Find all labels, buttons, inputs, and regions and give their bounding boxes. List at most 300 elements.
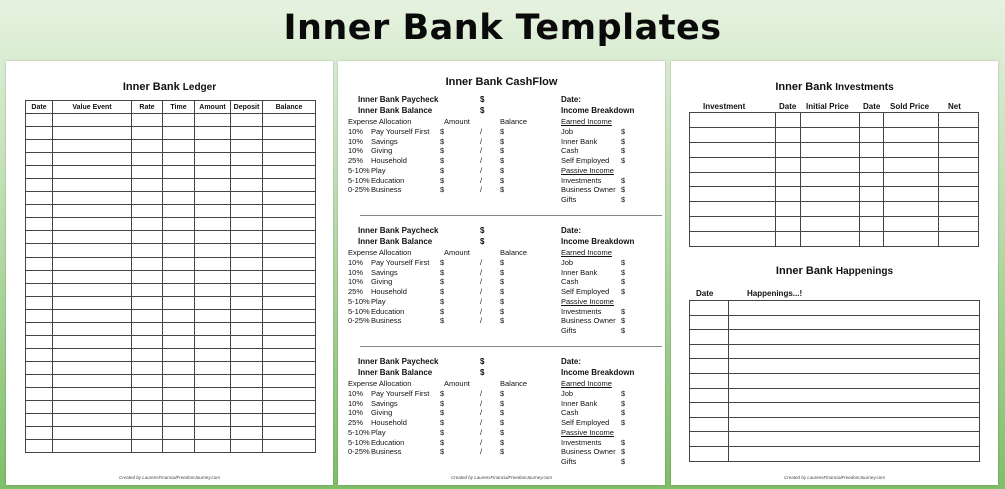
table-cell[interactable] <box>231 218 263 231</box>
table-cell[interactable] <box>163 205 195 218</box>
table-cell[interactable] <box>801 142 860 157</box>
table-cell[interactable] <box>163 401 195 414</box>
table-cell[interactable] <box>776 232 801 247</box>
table-cell[interactable] <box>53 166 132 179</box>
table-cell[interactable] <box>26 231 53 244</box>
expense-slash: / <box>480 316 483 326</box>
table-cell[interactable] <box>263 244 316 257</box>
table-cell[interactable] <box>729 388 980 403</box>
table-cell[interactable] <box>53 153 132 166</box>
table-cell[interactable] <box>53 322 132 335</box>
table-cell[interactable] <box>163 231 195 244</box>
table-cell[interactable] <box>231 231 263 244</box>
table-cell[interactable] <box>26 296 53 309</box>
table-cell[interactable] <box>860 172 884 187</box>
table-cell[interactable] <box>231 296 263 309</box>
table-cell[interactable] <box>884 217 939 232</box>
table-cell[interactable] <box>132 257 163 270</box>
table-cell[interactable] <box>263 270 316 283</box>
table-cell[interactable] <box>263 440 316 453</box>
table-cell[interactable] <box>195 166 231 179</box>
expense-amount: $ <box>440 156 445 166</box>
table-cell[interactable] <box>231 114 263 127</box>
table-cell[interactable] <box>26 361 53 374</box>
table-cell[interactable] <box>132 192 163 205</box>
table-cell[interactable] <box>26 387 53 400</box>
table-cell[interactable] <box>860 142 884 157</box>
expense-amount: $ <box>440 165 445 175</box>
table-cell[interactable] <box>884 113 939 128</box>
table-cell[interactable] <box>860 127 884 142</box>
table-cell[interactable] <box>132 231 163 244</box>
table-cell[interactable] <box>860 232 884 247</box>
table-cell[interactable] <box>690 388 729 403</box>
table-cell[interactable] <box>195 270 231 283</box>
table-cell[interactable] <box>263 127 316 140</box>
table-cell[interactable] <box>860 217 884 232</box>
table-cell[interactable] <box>132 127 163 140</box>
table-cell[interactable] <box>231 309 263 322</box>
table-cell[interactable] <box>195 414 231 427</box>
table-cell[interactable] <box>53 140 132 153</box>
table-cell[interactable] <box>231 270 263 283</box>
table-cell[interactable] <box>690 113 776 128</box>
table-cell[interactable] <box>163 427 195 440</box>
expense-slash: / <box>480 175 483 185</box>
table-cell[interactable] <box>132 414 163 427</box>
table-cell[interactable] <box>26 257 53 270</box>
table-cell[interactable] <box>801 157 860 172</box>
table-cell[interactable] <box>53 335 132 348</box>
table-cell[interactable] <box>163 309 195 322</box>
table-cell[interactable] <box>231 153 263 166</box>
table-cell[interactable] <box>263 192 316 205</box>
table-cell[interactable] <box>263 374 316 387</box>
table-cell[interactable] <box>26 270 53 283</box>
table-cell[interactable] <box>263 218 316 231</box>
table-cell[interactable] <box>163 361 195 374</box>
table-cell[interactable] <box>53 374 132 387</box>
expense-pct: 0-25% <box>348 316 370 326</box>
expense-name: Pay Yourself First <box>371 127 430 136</box>
table-cell[interactable] <box>690 344 729 359</box>
table-cell[interactable] <box>195 427 231 440</box>
table-cell[interactable] <box>132 440 163 453</box>
table-cell[interactable] <box>801 187 860 202</box>
table-cell[interactable] <box>263 114 316 127</box>
table-cell[interactable] <box>53 127 132 140</box>
table-cell[interactable] <box>690 359 729 374</box>
table-cell[interactable] <box>860 187 884 202</box>
table-cell[interactable] <box>53 401 132 414</box>
expense-name: Business <box>371 316 402 326</box>
table-cell[interactable] <box>231 257 263 270</box>
table-cell[interactable] <box>263 283 316 296</box>
investments-page <box>671 61 998 485</box>
table-cell[interactable] <box>163 374 195 387</box>
table-cell[interactable] <box>132 218 163 231</box>
table-cell[interactable] <box>163 244 195 257</box>
table-cell[interactable] <box>690 330 729 345</box>
table-cell[interactable] <box>263 348 316 361</box>
expense-balance: $ <box>500 287 505 297</box>
table-cell[interactable] <box>163 257 195 270</box>
table-cell[interactable] <box>939 202 979 217</box>
table-cell[interactable] <box>263 427 316 440</box>
table-cell[interactable] <box>132 179 163 192</box>
earned-item-amount: $ <box>621 287 626 297</box>
table-cell[interactable] <box>163 348 195 361</box>
table-cell[interactable] <box>263 153 316 166</box>
happenings-title-sub: Happenings <box>835 266 894 277</box>
table-cell[interactable] <box>163 283 195 296</box>
table-cell[interactable] <box>132 348 163 361</box>
table-cell[interactable] <box>729 417 980 432</box>
investments-col-header: Initial Price <box>806 102 849 111</box>
table-cell[interactable] <box>132 427 163 440</box>
expense-balance: $ <box>500 146 505 156</box>
table-cell[interactable] <box>163 335 195 348</box>
table-cell[interactable] <box>53 387 132 400</box>
table-cell[interactable] <box>939 127 979 142</box>
table-cell[interactable] <box>195 401 231 414</box>
table-cell[interactable] <box>801 172 860 187</box>
table-cell[interactable] <box>231 440 263 453</box>
table-cell[interactable] <box>195 348 231 361</box>
table-cell[interactable] <box>53 257 132 270</box>
happenings-row <box>690 432 980 447</box>
table-cell[interactable] <box>195 322 231 335</box>
table-cell[interactable] <box>26 205 53 218</box>
table-cell[interactable] <box>860 202 884 217</box>
expense-balance: $ <box>500 258 505 267</box>
table-cell[interactable] <box>884 232 939 247</box>
table-cell[interactable] <box>939 142 979 157</box>
table-cell[interactable] <box>26 322 53 335</box>
table-cell[interactable] <box>26 127 53 140</box>
table-cell[interactable] <box>26 244 53 257</box>
table-cell[interactable] <box>690 446 729 461</box>
table-cell[interactable] <box>884 127 939 142</box>
table-cell[interactable] <box>163 166 195 179</box>
table-cell[interactable] <box>884 202 939 217</box>
table-cell[interactable] <box>231 374 263 387</box>
table-cell[interactable] <box>163 296 195 309</box>
table-cell[interactable] <box>231 205 263 218</box>
ledger-row <box>26 374 316 387</box>
table-cell[interactable] <box>195 309 231 322</box>
expense-balance: $ <box>500 408 505 418</box>
table-cell[interactable] <box>231 335 263 348</box>
table-cell[interactable] <box>939 187 979 202</box>
table-cell[interactable] <box>263 257 316 270</box>
table-cell[interactable] <box>690 232 776 247</box>
table-cell[interactable] <box>690 217 776 232</box>
table-cell[interactable] <box>53 427 132 440</box>
table-cell[interactable] <box>729 301 980 316</box>
table-cell[interactable] <box>26 153 53 166</box>
table-cell[interactable] <box>776 113 801 128</box>
table-cell[interactable] <box>132 153 163 166</box>
table-cell[interactable] <box>163 270 195 283</box>
table-cell[interactable] <box>195 440 231 453</box>
table-cell[interactable] <box>729 403 980 418</box>
balance-dollar: $ <box>480 237 485 246</box>
table-cell[interactable] <box>26 427 53 440</box>
table-cell[interactable] <box>263 401 316 414</box>
table-cell[interactable] <box>26 166 53 179</box>
table-cell[interactable] <box>195 153 231 166</box>
table-cell[interactable] <box>53 179 132 192</box>
table-cell[interactable] <box>263 179 316 192</box>
table-cell[interactable] <box>132 296 163 309</box>
table-cell[interactable] <box>729 344 980 359</box>
table-cell[interactable] <box>690 142 776 157</box>
table-cell[interactable] <box>26 218 53 231</box>
table-cell[interactable] <box>195 257 231 270</box>
table-cell[interactable] <box>132 205 163 218</box>
table-cell[interactable] <box>132 244 163 257</box>
table-cell[interactable] <box>263 140 316 153</box>
table-cell[interactable] <box>776 217 801 232</box>
table-cell[interactable] <box>729 432 980 447</box>
table-cell[interactable] <box>729 359 980 374</box>
table-cell[interactable] <box>231 387 263 400</box>
table-cell[interactable] <box>195 231 231 244</box>
table-cell[interactable] <box>263 361 316 374</box>
table-cell[interactable] <box>53 414 132 427</box>
table-cell[interactable] <box>776 202 801 217</box>
table-cell[interactable] <box>26 114 53 127</box>
table-cell[interactable] <box>263 322 316 335</box>
table-cell[interactable] <box>231 192 263 205</box>
table-cell[interactable] <box>53 244 132 257</box>
table-cell[interactable] <box>263 205 316 218</box>
table-cell[interactable] <box>195 244 231 257</box>
expense-balance: $ <box>500 306 505 316</box>
table-cell[interactable] <box>132 322 163 335</box>
table-cell[interactable] <box>53 348 132 361</box>
table-cell[interactable] <box>690 432 729 447</box>
table-cell[interactable] <box>231 414 263 427</box>
table-cell[interactable] <box>195 374 231 387</box>
table-cell[interactable] <box>884 172 939 187</box>
ledger-row <box>26 309 316 322</box>
table-cell[interactable] <box>690 127 776 142</box>
table-cell[interactable] <box>860 157 884 172</box>
table-cell[interactable] <box>163 140 195 153</box>
table-cell[interactable] <box>195 361 231 374</box>
table-cell[interactable] <box>26 414 53 427</box>
table-cell[interactable] <box>163 192 195 205</box>
passive-item-amount: $ <box>621 447 626 457</box>
table-cell[interactable] <box>939 113 979 128</box>
table-cell[interactable] <box>231 322 263 335</box>
earned-item-name: Job <box>561 127 574 136</box>
table-cell[interactable] <box>801 232 860 247</box>
table-cell[interactable] <box>939 172 979 187</box>
table-cell[interactable] <box>53 309 132 322</box>
expense-name: Education <box>371 175 405 185</box>
ledger-row <box>26 296 316 309</box>
table-cell[interactable] <box>195 205 231 218</box>
table-cell[interactable] <box>53 114 132 127</box>
table-cell[interactable] <box>690 403 729 418</box>
ledger-row <box>26 218 316 231</box>
table-cell[interactable] <box>163 322 195 335</box>
expense-pct: 10% <box>348 408 364 418</box>
table-cell[interactable] <box>690 417 729 432</box>
table-cell[interactable] <box>132 114 163 127</box>
table-cell[interactable] <box>53 440 132 453</box>
table-cell[interactable] <box>53 218 132 231</box>
table-cell[interactable] <box>231 140 263 153</box>
table-cell[interactable] <box>132 270 163 283</box>
table-cell[interactable] <box>163 179 195 192</box>
table-cell[interactable] <box>132 387 163 400</box>
table-cell[interactable] <box>26 440 53 453</box>
table-cell[interactable] <box>26 179 53 192</box>
table-cell[interactable] <box>729 373 980 388</box>
table-cell[interactable] <box>801 217 860 232</box>
table-cell[interactable] <box>939 157 979 172</box>
table-cell[interactable] <box>231 348 263 361</box>
table-cell[interactable] <box>132 374 163 387</box>
table-cell[interactable] <box>163 387 195 400</box>
expense-slash: / <box>480 296 483 306</box>
expense-amount: $ <box>440 267 445 277</box>
table-cell[interactable] <box>26 283 53 296</box>
table-cell[interactable] <box>263 166 316 179</box>
table-cell[interactable] <box>53 231 132 244</box>
table-cell[interactable] <box>231 244 263 257</box>
table-cell[interactable] <box>729 315 980 330</box>
expense-balance: $ <box>500 136 505 146</box>
table-cell[interactable] <box>729 446 980 461</box>
passive-item-amount: $ <box>621 316 626 326</box>
table-cell[interactable] <box>690 373 729 388</box>
table-cell[interactable] <box>195 140 231 153</box>
table-cell[interactable] <box>263 335 316 348</box>
table-cell[interactable] <box>26 192 53 205</box>
table-cell[interactable] <box>690 187 776 202</box>
table-cell[interactable] <box>231 283 263 296</box>
table-cell[interactable] <box>231 127 263 140</box>
table-cell[interactable] <box>132 283 163 296</box>
table-cell[interactable] <box>263 387 316 400</box>
table-cell[interactable] <box>53 270 132 283</box>
table-cell[interactable] <box>26 140 53 153</box>
table-cell[interactable] <box>884 157 939 172</box>
table-cell[interactable] <box>263 296 316 309</box>
table-cell[interactable] <box>163 414 195 427</box>
table-cell[interactable] <box>163 153 195 166</box>
table-cell[interactable] <box>231 401 263 414</box>
ledger-col-header: Date <box>26 101 53 114</box>
happenings-row <box>690 373 980 388</box>
table-cell[interactable] <box>195 218 231 231</box>
table-cell[interactable] <box>776 157 801 172</box>
table-cell[interactable] <box>801 202 860 217</box>
table-cell[interactable] <box>195 179 231 192</box>
table-cell[interactable] <box>690 315 729 330</box>
table-cell[interactable] <box>231 179 263 192</box>
table-cell[interactable] <box>801 127 860 142</box>
table-cell[interactable] <box>263 414 316 427</box>
table-cell[interactable] <box>801 113 860 128</box>
expense-slash: / <box>480 185 483 195</box>
table-cell[interactable] <box>132 140 163 153</box>
table-cell[interactable] <box>26 309 53 322</box>
table-cell[interactable] <box>939 232 979 247</box>
table-cell[interactable] <box>776 142 801 157</box>
table-cell[interactable] <box>939 217 979 232</box>
table-cell[interactable] <box>776 127 801 142</box>
table-cell[interactable] <box>231 166 263 179</box>
balance-label: Inner Bank Balance <box>358 106 433 115</box>
table-cell[interactable] <box>163 440 195 453</box>
earned-item-amount: $ <box>621 267 626 277</box>
table-cell[interactable] <box>231 361 263 374</box>
ledger-row <box>26 361 316 374</box>
table-cell[interactable] <box>26 374 53 387</box>
investments-row <box>690 187 979 202</box>
table-cell[interactable] <box>195 192 231 205</box>
table-cell[interactable] <box>163 127 195 140</box>
table-cell[interactable] <box>163 114 195 127</box>
table-cell[interactable] <box>776 187 801 202</box>
table-cell[interactable] <box>163 218 195 231</box>
table-cell[interactable] <box>132 361 163 374</box>
table-cell[interactable] <box>195 127 231 140</box>
table-cell[interactable] <box>132 309 163 322</box>
investments-footer: Created by LaurensFinancialFreedomJourney.com <box>784 475 885 480</box>
table-cell[interactable] <box>263 309 316 322</box>
table-cell[interactable] <box>53 361 132 374</box>
table-cell[interactable] <box>195 283 231 296</box>
table-cell[interactable] <box>53 192 132 205</box>
table-cell[interactable] <box>26 348 53 361</box>
happenings-col-header: Date <box>696 289 714 298</box>
table-cell[interactable] <box>195 114 231 127</box>
table-cell[interactable] <box>195 335 231 348</box>
table-cell[interactable] <box>53 283 132 296</box>
table-cell[interactable] <box>231 427 263 440</box>
table-cell[interactable] <box>26 401 53 414</box>
table-cell[interactable] <box>776 172 801 187</box>
expense-pct: 0-25% <box>348 447 370 457</box>
table-cell[interactable] <box>690 202 776 217</box>
table-cell[interactable] <box>729 330 980 345</box>
table-cell[interactable] <box>53 205 132 218</box>
table-cell[interactable] <box>132 335 163 348</box>
table-cell[interactable] <box>690 172 776 187</box>
table-cell[interactable] <box>860 113 884 128</box>
table-cell[interactable] <box>690 157 776 172</box>
passive-item-name: Business Owner <box>561 316 616 326</box>
table-cell[interactable] <box>53 296 132 309</box>
table-cell[interactable] <box>26 335 53 348</box>
table-cell[interactable] <box>132 401 163 414</box>
table-cell[interactable] <box>195 296 231 309</box>
table-cell[interactable] <box>263 231 316 244</box>
table-cell[interactable] <box>690 301 729 316</box>
table-cell[interactable] <box>884 187 939 202</box>
table-cell[interactable] <box>884 142 939 157</box>
table-cell[interactable] <box>195 387 231 400</box>
expense-allocation-header: Expense Allocation <box>348 379 412 388</box>
table-cell[interactable] <box>132 166 163 179</box>
